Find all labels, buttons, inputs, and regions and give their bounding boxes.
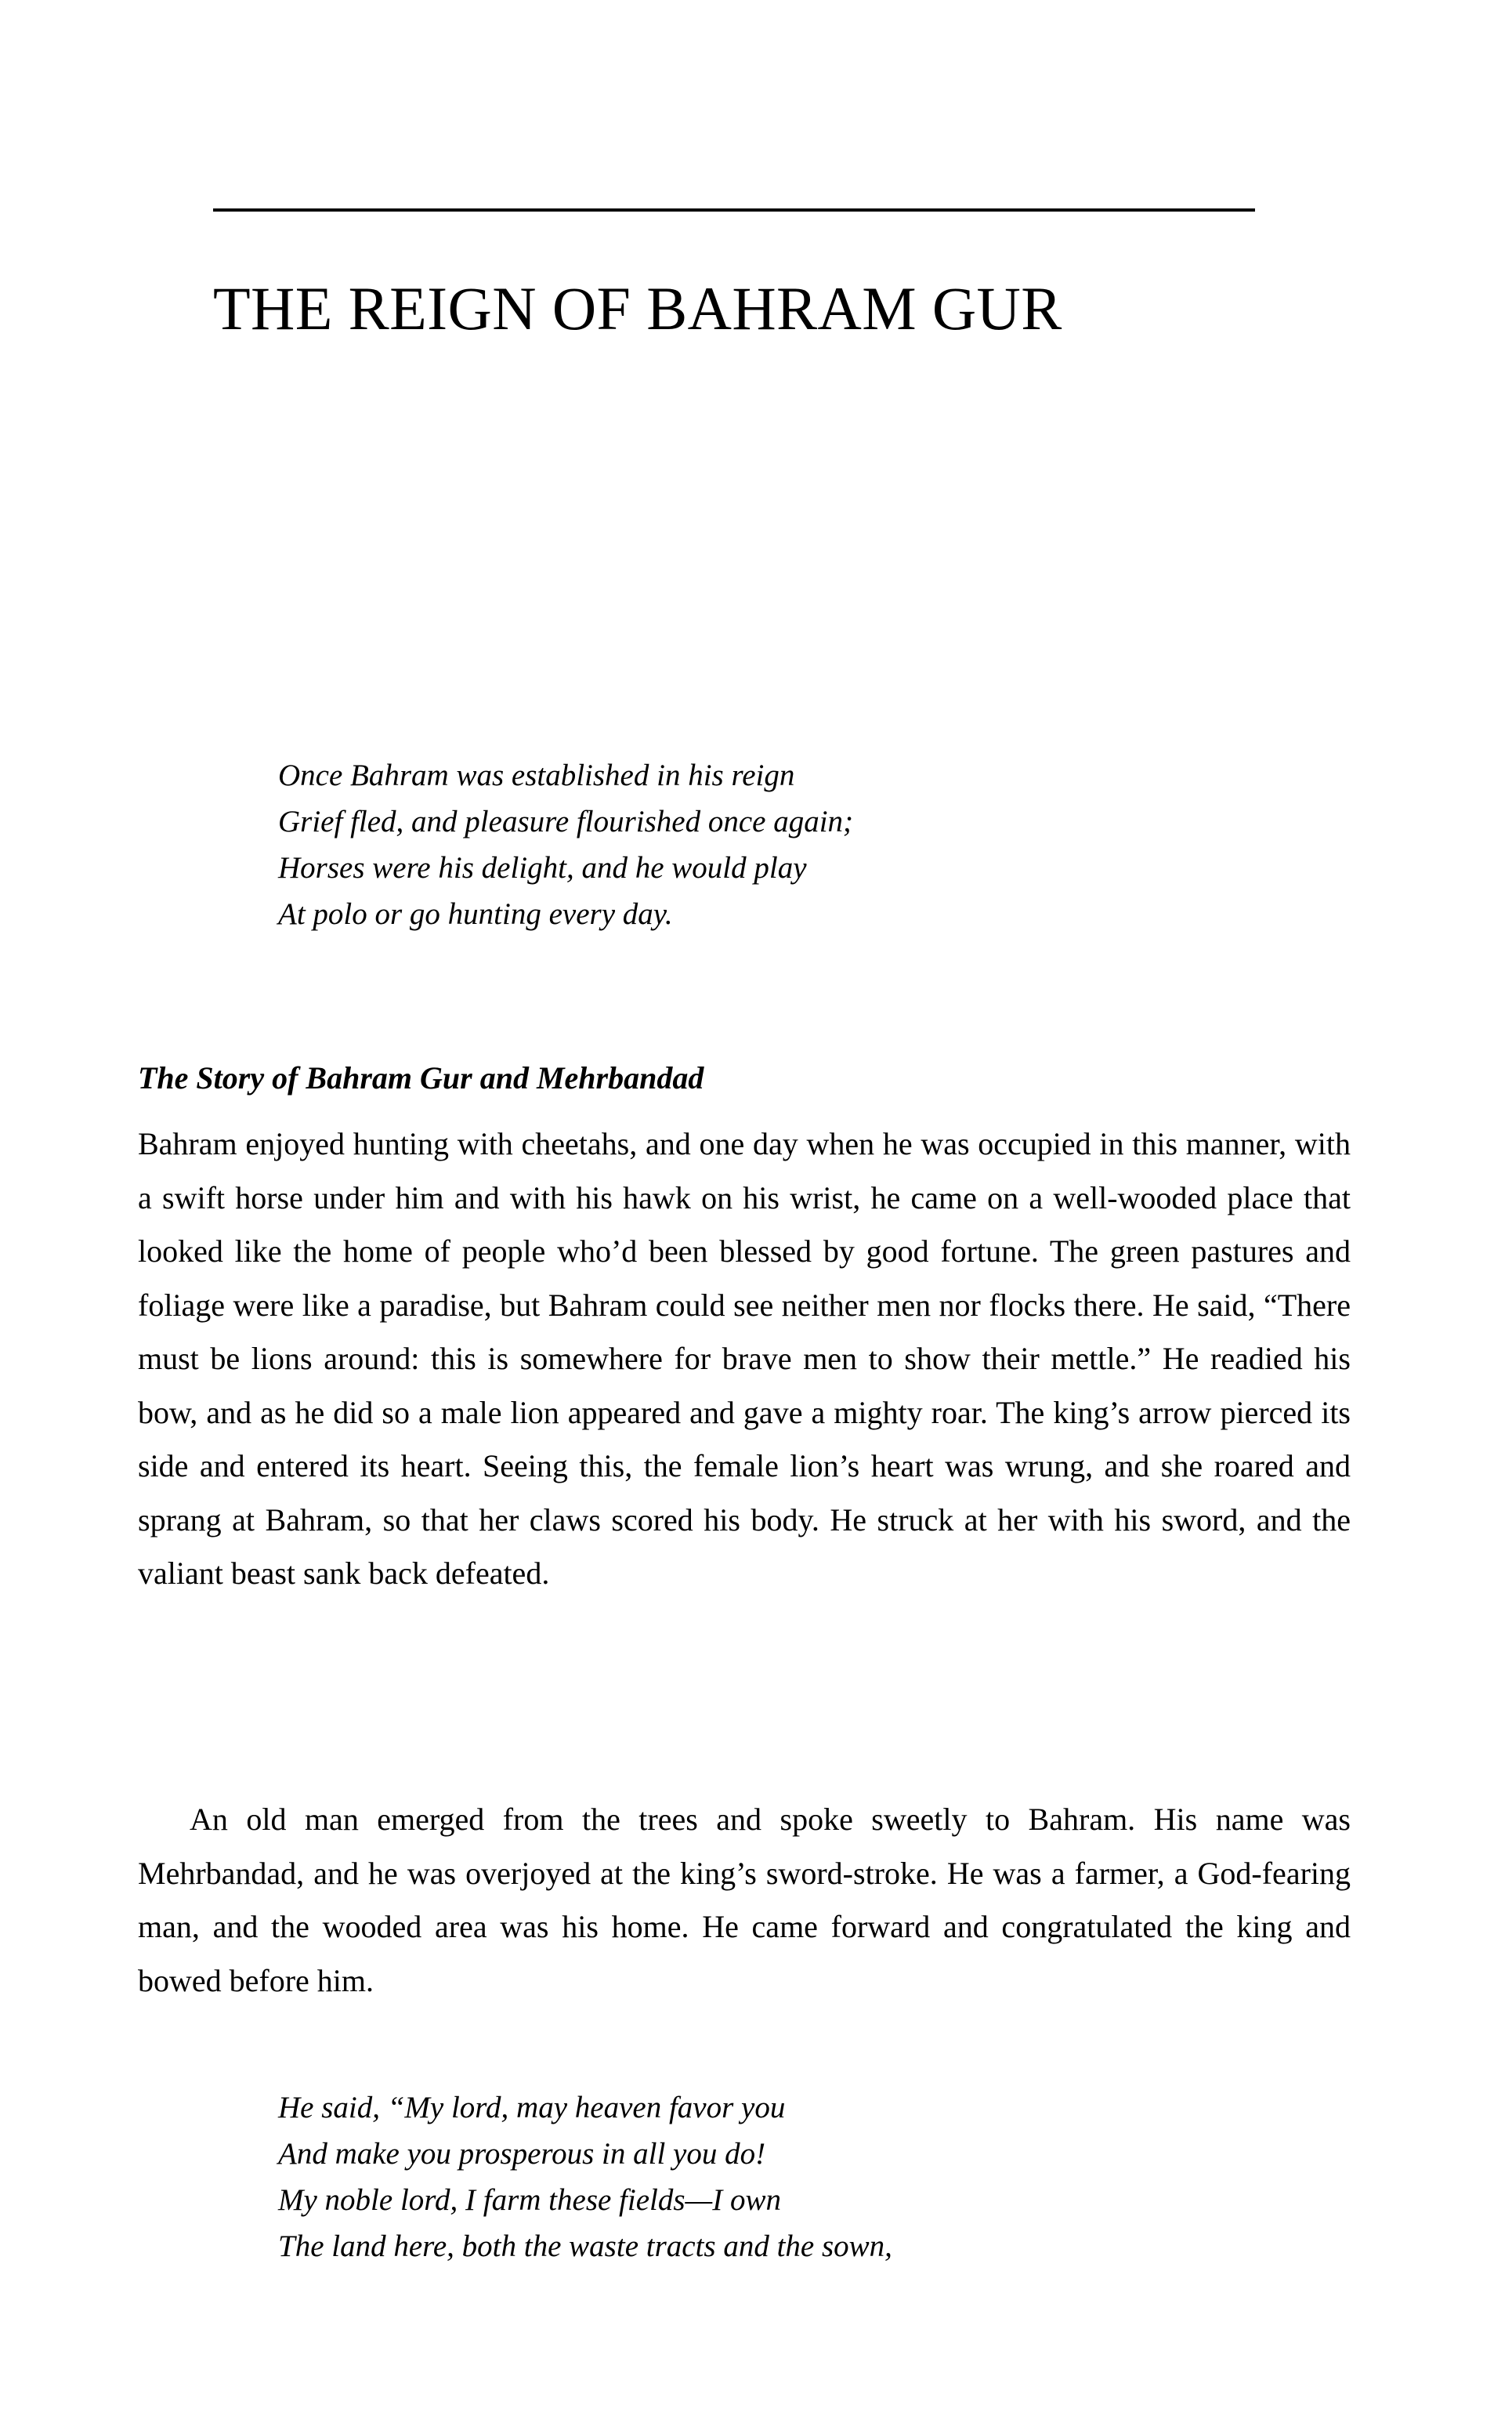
verse-line: Horses were his delight, and he would play (278, 851, 807, 885)
verse-block-opening (278, 752, 1297, 937)
verse-line: My noble lord, I farm these fields—I own (278, 2183, 781, 2217)
verse-line: He said, “My lord, may heaven favor you (278, 2091, 786, 2124)
verse-line: And make you prosperous in all you do! (278, 2137, 766, 2171)
section-heading: The Story of Bahram Gur and Mehrbandad (138, 1060, 704, 1096)
body-paragraph: An old man emerged from the trees and spoke sweetly to Bahram. His name was Mehrbandad, and he was overjoyed at the king’s sword-stroke. He was a farmer, a God-fearing man, and the wooded area was his home. He came forward and congratulated the king and bowed before him. (138, 1802, 1351, 1998)
verse-line: At polo or go hunting every day. (278, 897, 673, 931)
body-paragraph: Bahram enjoyed hunting with cheetahs, and one day when he was occupied in this manner, with a swift horse under him and with his hawk on his wrist, he came on a well-wooded place that looked like the home of people who’d been blessed by good fortune. The green pastures and foliage were like a paradise, but Bahram could see neither men nor flocks there. He said, “There must be lions around: this is somewhere for brave men to show their mettle.” He readied his bow, and as he did so a male lion appeared and gave a mighty roar. The king’s arrow pierced its side and entered its heart. Seeing this, the female lion’s heart was wrung, and she roared and sprang at Bahram, so that her claws scored his body. He struck at her with his sword, and the valiant beast sank back defeated. (138, 1126, 1351, 1591)
page-title: THE REIGN OF BAHRAM GUR (213, 274, 1062, 343)
verse-line: Once Bahram was established in his reign (278, 759, 795, 792)
verse-line: Grief fled, and pleasure flourished once again; (278, 805, 854, 838)
verse-line: The land here, both the waste tracts and the sown, (278, 2229, 892, 2263)
chapter-head-rule (213, 208, 1255, 212)
verse-block-closing (278, 2084, 1297, 2269)
